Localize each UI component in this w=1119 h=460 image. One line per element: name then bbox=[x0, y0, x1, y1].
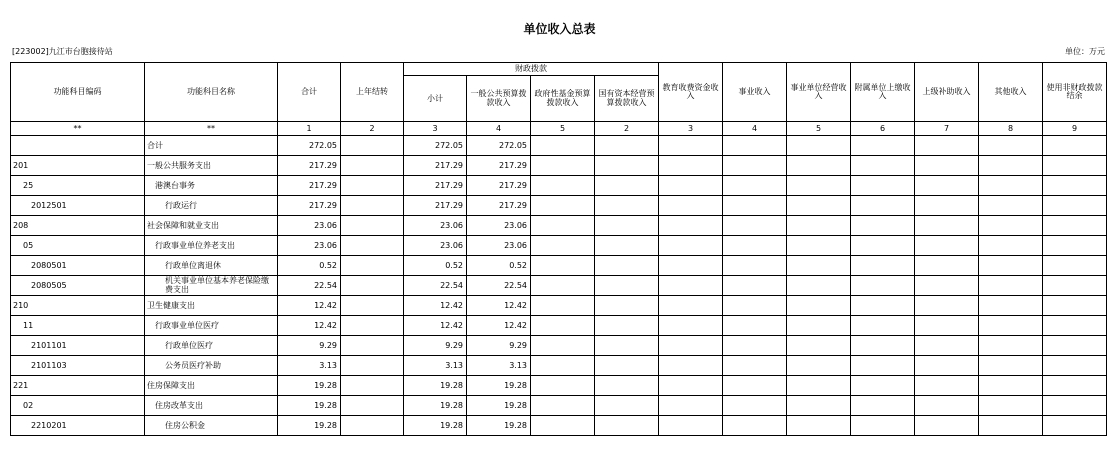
general-budget-cell: 272.05 bbox=[467, 136, 531, 156]
empty-cell bbox=[531, 136, 595, 156]
total-cell: 12.42 bbox=[278, 316, 341, 336]
carryover-cell bbox=[341, 176, 404, 196]
empty-cell bbox=[1043, 196, 1107, 216]
carryover-cell bbox=[341, 296, 404, 316]
header-name: 功能科目名称 bbox=[145, 63, 278, 122]
name-cell: 住房保障支出 bbox=[145, 376, 278, 396]
empty-cell bbox=[1043, 216, 1107, 236]
empty-cell bbox=[723, 276, 787, 296]
general-budget-cell: 19.28 bbox=[467, 396, 531, 416]
empty-cell bbox=[851, 416, 915, 436]
empty-cell bbox=[979, 336, 1043, 356]
carryover-cell bbox=[341, 356, 404, 376]
empty-cell bbox=[787, 376, 851, 396]
empty-cell bbox=[915, 316, 979, 336]
header-affiliated: 附属单位上缴收入 bbox=[851, 63, 915, 122]
index-cell: 7 bbox=[915, 122, 979, 136]
empty-cell bbox=[1043, 256, 1107, 276]
general-budget-cell: 217.29 bbox=[467, 196, 531, 216]
empty-cell bbox=[659, 276, 723, 296]
empty-cell bbox=[723, 196, 787, 216]
carryover-cell bbox=[341, 376, 404, 396]
empty-cell bbox=[595, 356, 659, 376]
header-total: 合计 bbox=[278, 63, 341, 122]
table-row bbox=[11, 396, 1107, 416]
empty-cell bbox=[1043, 416, 1107, 436]
name-cell: 港澳台事务 bbox=[145, 176, 278, 196]
empty-cell bbox=[915, 136, 979, 156]
index-cell: 2 bbox=[341, 122, 404, 136]
header-carryover: 上年结转 bbox=[341, 63, 404, 122]
empty-cell bbox=[787, 156, 851, 176]
empty-cell bbox=[1043, 156, 1107, 176]
empty-cell bbox=[595, 176, 659, 196]
empty-cell bbox=[595, 216, 659, 236]
header-edu-fee: 教育收费资金收入 bbox=[659, 63, 723, 122]
general-budget-cell: 9.29 bbox=[467, 336, 531, 356]
header-general-budget: 一般公共预算拨款收入 bbox=[467, 76, 531, 122]
empty-cell bbox=[531, 356, 595, 376]
empty-cell bbox=[851, 336, 915, 356]
empty-cell bbox=[787, 296, 851, 316]
total-cell: 3.13 bbox=[278, 356, 341, 376]
index-cell: 8 bbox=[979, 122, 1043, 136]
carryover-cell bbox=[341, 276, 404, 296]
code-cell: 2080501 bbox=[11, 256, 145, 276]
empty-cell bbox=[915, 236, 979, 256]
empty-cell bbox=[723, 396, 787, 416]
empty-cell bbox=[595, 416, 659, 436]
table-row bbox=[11, 256, 1107, 276]
code-cell: 201 bbox=[11, 156, 145, 176]
index-cell: 3 bbox=[659, 122, 723, 136]
subtotal-cell: 9.29 bbox=[404, 336, 467, 356]
empty-cell bbox=[723, 256, 787, 276]
empty-cell bbox=[659, 296, 723, 316]
name-cell: 公务员医疗补助 bbox=[145, 356, 278, 376]
code-cell: 208 bbox=[11, 216, 145, 236]
empty-cell bbox=[659, 136, 723, 156]
empty-cell bbox=[659, 156, 723, 176]
empty-cell bbox=[659, 316, 723, 336]
code-cell: 2012501 bbox=[11, 196, 145, 216]
empty-cell bbox=[979, 216, 1043, 236]
index-cell: ** bbox=[145, 122, 278, 136]
carryover-cell bbox=[341, 396, 404, 416]
general-budget-cell: 12.42 bbox=[467, 316, 531, 336]
empty-cell bbox=[1043, 276, 1107, 296]
table-row bbox=[11, 176, 1107, 196]
code-cell: 221 bbox=[11, 376, 145, 396]
empty-cell bbox=[787, 176, 851, 196]
empty-cell bbox=[723, 156, 787, 176]
empty-cell bbox=[595, 396, 659, 416]
empty-cell bbox=[659, 236, 723, 256]
index-cell: 9 bbox=[1043, 122, 1107, 136]
empty-cell bbox=[851, 216, 915, 236]
empty-cell bbox=[851, 176, 915, 196]
empty-cell bbox=[851, 276, 915, 296]
table-row bbox=[11, 336, 1107, 356]
empty-cell bbox=[915, 196, 979, 216]
subtotal-cell: 12.42 bbox=[404, 296, 467, 316]
total-cell: 9.29 bbox=[278, 336, 341, 356]
index-cell: 2 bbox=[595, 122, 659, 136]
income-summary-table bbox=[10, 62, 1107, 436]
empty-cell bbox=[787, 396, 851, 416]
empty-cell bbox=[979, 256, 1043, 276]
empty-cell bbox=[659, 396, 723, 416]
empty-cell bbox=[1043, 376, 1107, 396]
empty-cell bbox=[851, 316, 915, 336]
header-fiscal-group: 财政拨款 bbox=[404, 63, 659, 76]
empty-cell bbox=[595, 236, 659, 256]
subtotal-cell: 217.29 bbox=[404, 196, 467, 216]
empty-cell bbox=[915, 176, 979, 196]
table-row bbox=[11, 316, 1107, 336]
empty-cell bbox=[531, 336, 595, 356]
empty-cell bbox=[787, 416, 851, 436]
empty-cell bbox=[723, 296, 787, 316]
code-cell: 11 bbox=[11, 316, 145, 336]
header-gov-fund: 政府性基金预算拨款收入 bbox=[531, 76, 595, 122]
carryover-cell bbox=[341, 236, 404, 256]
empty-cell bbox=[979, 316, 1043, 336]
total-cell: 217.29 bbox=[278, 196, 341, 216]
general-budget-cell: 22.54 bbox=[467, 276, 531, 296]
empty-cell bbox=[915, 356, 979, 376]
table-row bbox=[11, 296, 1107, 316]
carryover-cell bbox=[341, 216, 404, 236]
report-title: 单位收入总表 bbox=[523, 22, 596, 36]
empty-cell bbox=[851, 256, 915, 276]
empty-cell bbox=[851, 136, 915, 156]
code-cell bbox=[11, 136, 145, 156]
code-cell: 210 bbox=[11, 296, 145, 316]
total-cell: 272.05 bbox=[278, 136, 341, 156]
table-row bbox=[11, 196, 1107, 216]
empty-cell bbox=[979, 296, 1043, 316]
code-cell: 2210201 bbox=[11, 416, 145, 436]
empty-cell bbox=[1043, 396, 1107, 416]
index-cell: 4 bbox=[723, 122, 787, 136]
empty-cell bbox=[851, 296, 915, 316]
header-superior: 上级补助收入 bbox=[915, 63, 979, 122]
table-row bbox=[11, 416, 1107, 436]
empty-cell bbox=[531, 236, 595, 256]
empty-cell bbox=[979, 196, 1043, 216]
index-cell: 1 bbox=[278, 122, 341, 136]
name-cell: 一般公共服务支出 bbox=[145, 156, 278, 176]
carryover-cell bbox=[341, 156, 404, 176]
empty-cell bbox=[787, 196, 851, 216]
subtotal-cell: 272.05 bbox=[404, 136, 467, 156]
empty-cell bbox=[595, 196, 659, 216]
empty-cell bbox=[595, 276, 659, 296]
empty-cell bbox=[979, 136, 1043, 156]
empty-cell bbox=[787, 336, 851, 356]
general-budget-cell: 23.06 bbox=[467, 236, 531, 256]
total-cell: 19.28 bbox=[278, 416, 341, 436]
empty-cell bbox=[915, 156, 979, 176]
index-cell: 4 bbox=[467, 122, 531, 136]
empty-cell bbox=[531, 316, 595, 336]
empty-cell bbox=[979, 396, 1043, 416]
empty-cell bbox=[979, 356, 1043, 376]
table-row bbox=[11, 276, 1107, 296]
total-cell: 12.42 bbox=[278, 296, 341, 316]
header-business-ops: 事业单位经营收入 bbox=[787, 63, 851, 122]
empty-cell bbox=[851, 196, 915, 216]
subtotal-cell: 19.28 bbox=[404, 416, 467, 436]
empty-cell bbox=[787, 236, 851, 256]
empty-cell bbox=[979, 236, 1043, 256]
empty-cell bbox=[915, 396, 979, 416]
empty-cell bbox=[723, 376, 787, 396]
subtotal-cell: 23.06 bbox=[404, 216, 467, 236]
empty-cell bbox=[723, 356, 787, 376]
empty-cell bbox=[915, 296, 979, 316]
empty-cell bbox=[1043, 316, 1107, 336]
empty-cell bbox=[531, 396, 595, 416]
table-row bbox=[11, 356, 1107, 376]
empty-cell bbox=[595, 316, 659, 336]
empty-cell bbox=[595, 336, 659, 356]
empty-cell bbox=[531, 296, 595, 316]
empty-cell bbox=[1043, 336, 1107, 356]
table-row bbox=[11, 136, 1107, 156]
empty-cell bbox=[531, 276, 595, 296]
header-state-capital: 国有资本经营预算拨款收入 bbox=[595, 76, 659, 122]
empty-cell bbox=[531, 156, 595, 176]
empty-cell bbox=[1043, 176, 1107, 196]
total-cell: 22.54 bbox=[278, 276, 341, 296]
subtotal-cell: 217.29 bbox=[404, 176, 467, 196]
subtotal-cell: 19.28 bbox=[404, 396, 467, 416]
empty-cell bbox=[723, 416, 787, 436]
empty-cell bbox=[1043, 236, 1107, 256]
name-cell: 行政运行 bbox=[145, 196, 278, 216]
name-cell: 行政事业单位养老支出 bbox=[145, 236, 278, 256]
empty-cell bbox=[723, 236, 787, 256]
general-budget-cell: 217.29 bbox=[467, 156, 531, 176]
header-code: 功能科目编码 bbox=[11, 63, 145, 122]
code-cell: 25 bbox=[11, 176, 145, 196]
empty-cell bbox=[787, 316, 851, 336]
empty-cell bbox=[531, 176, 595, 196]
name-cell: 住房公积金 bbox=[145, 416, 278, 436]
empty-cell bbox=[851, 236, 915, 256]
empty-cell bbox=[851, 396, 915, 416]
general-budget-cell: 0.52 bbox=[467, 256, 531, 276]
unit-label: 单位：万元 bbox=[1065, 47, 1105, 56]
header-business: 事业收入 bbox=[723, 63, 787, 122]
empty-cell bbox=[851, 356, 915, 376]
empty-cell bbox=[723, 316, 787, 336]
empty-cell bbox=[915, 416, 979, 436]
header-non-fiscal: 使用非财政拨款结余 bbox=[1043, 63, 1107, 122]
total-cell: 19.28 bbox=[278, 396, 341, 416]
general-budget-cell: 19.28 bbox=[467, 376, 531, 396]
name-cell: 住房改革支出 bbox=[145, 396, 278, 416]
name-cell: 合计 bbox=[145, 136, 278, 156]
carryover-cell bbox=[341, 316, 404, 336]
index-cell: 3 bbox=[404, 122, 467, 136]
general-budget-cell: 3.13 bbox=[467, 356, 531, 376]
empty-cell bbox=[979, 276, 1043, 296]
table-row bbox=[11, 216, 1107, 236]
empty-cell bbox=[787, 216, 851, 236]
name-cell: 行政单位离退休 bbox=[145, 256, 278, 276]
empty-cell bbox=[659, 336, 723, 356]
subtotal-cell: 12.42 bbox=[404, 316, 467, 336]
empty-cell bbox=[1043, 136, 1107, 156]
total-cell: 217.29 bbox=[278, 176, 341, 196]
subtotal-cell: 3.13 bbox=[404, 356, 467, 376]
empty-cell bbox=[659, 356, 723, 376]
name-cell: 行政单位医疗 bbox=[145, 336, 278, 356]
carryover-cell bbox=[341, 136, 404, 156]
total-cell: 217.29 bbox=[278, 156, 341, 176]
total-cell: 23.06 bbox=[278, 216, 341, 236]
empty-cell bbox=[723, 136, 787, 156]
total-cell: 19.28 bbox=[278, 376, 341, 396]
empty-cell bbox=[915, 376, 979, 396]
general-budget-cell: 12.42 bbox=[467, 296, 531, 316]
name-cell: 机关事业单位基本养老保险缴费支出 bbox=[145, 276, 278, 296]
empty-cell bbox=[531, 256, 595, 276]
name-cell: 行政事业单位医疗 bbox=[145, 316, 278, 336]
organization-label: [223002]九江市台胞接待站 bbox=[12, 47, 113, 56]
empty-cell bbox=[531, 376, 595, 396]
subtotal-cell: 0.52 bbox=[404, 256, 467, 276]
empty-cell bbox=[659, 376, 723, 396]
empty-cell bbox=[531, 196, 595, 216]
table-row bbox=[11, 156, 1107, 176]
header-other: 其他收入 bbox=[979, 63, 1043, 122]
empty-cell bbox=[787, 136, 851, 156]
code-cell: 02 bbox=[11, 396, 145, 416]
empty-cell bbox=[979, 416, 1043, 436]
empty-cell bbox=[723, 176, 787, 196]
total-cell: 23.06 bbox=[278, 236, 341, 256]
general-budget-cell: 217.29 bbox=[467, 176, 531, 196]
empty-cell bbox=[531, 216, 595, 236]
index-cell: ** bbox=[11, 122, 145, 136]
empty-cell bbox=[1043, 296, 1107, 316]
code-cell: 05 bbox=[11, 236, 145, 256]
empty-cell bbox=[659, 416, 723, 436]
empty-cell bbox=[787, 276, 851, 296]
index-cell: 5 bbox=[787, 122, 851, 136]
empty-cell bbox=[595, 156, 659, 176]
empty-cell bbox=[915, 336, 979, 356]
index-cell: 6 bbox=[851, 122, 915, 136]
empty-cell bbox=[915, 256, 979, 276]
carryover-cell bbox=[341, 256, 404, 276]
empty-cell bbox=[915, 276, 979, 296]
code-cell: 2101101 bbox=[11, 336, 145, 356]
subtotal-cell: 22.54 bbox=[404, 276, 467, 296]
empty-cell bbox=[531, 416, 595, 436]
empty-cell bbox=[851, 156, 915, 176]
carryover-cell bbox=[341, 336, 404, 356]
empty-cell bbox=[979, 156, 1043, 176]
index-row bbox=[11, 122, 1107, 136]
name-cell: 卫生健康支出 bbox=[145, 296, 278, 316]
index-cell: 5 bbox=[531, 122, 595, 136]
table-row bbox=[11, 376, 1107, 396]
subtotal-cell: 19.28 bbox=[404, 376, 467, 396]
empty-cell bbox=[787, 256, 851, 276]
table-row bbox=[11, 236, 1107, 256]
code-cell: 2101103 bbox=[11, 356, 145, 376]
empty-cell bbox=[851, 376, 915, 396]
empty-cell bbox=[595, 376, 659, 396]
total-cell: 0.52 bbox=[278, 256, 341, 276]
carryover-cell bbox=[341, 196, 404, 216]
subtotal-cell: 23.06 bbox=[404, 236, 467, 256]
empty-cell bbox=[659, 176, 723, 196]
code-cell: 2080505 bbox=[11, 276, 145, 296]
empty-cell bbox=[723, 336, 787, 356]
empty-cell bbox=[659, 256, 723, 276]
general-budget-cell: 23.06 bbox=[467, 216, 531, 236]
carryover-cell bbox=[341, 416, 404, 436]
empty-cell bbox=[723, 216, 787, 236]
empty-cell bbox=[595, 136, 659, 156]
general-budget-cell: 19.28 bbox=[467, 416, 531, 436]
empty-cell bbox=[595, 296, 659, 316]
empty-cell bbox=[979, 176, 1043, 196]
empty-cell bbox=[595, 256, 659, 276]
name-cell: 社会保障和就业支出 bbox=[145, 216, 278, 236]
empty-cell bbox=[915, 216, 979, 236]
empty-cell bbox=[1043, 356, 1107, 376]
empty-cell bbox=[659, 216, 723, 236]
subtotal-cell: 217.29 bbox=[404, 156, 467, 176]
header-subtotal: 小计 bbox=[404, 76, 467, 122]
empty-cell bbox=[979, 376, 1043, 396]
empty-cell bbox=[659, 196, 723, 216]
empty-cell bbox=[787, 356, 851, 376]
